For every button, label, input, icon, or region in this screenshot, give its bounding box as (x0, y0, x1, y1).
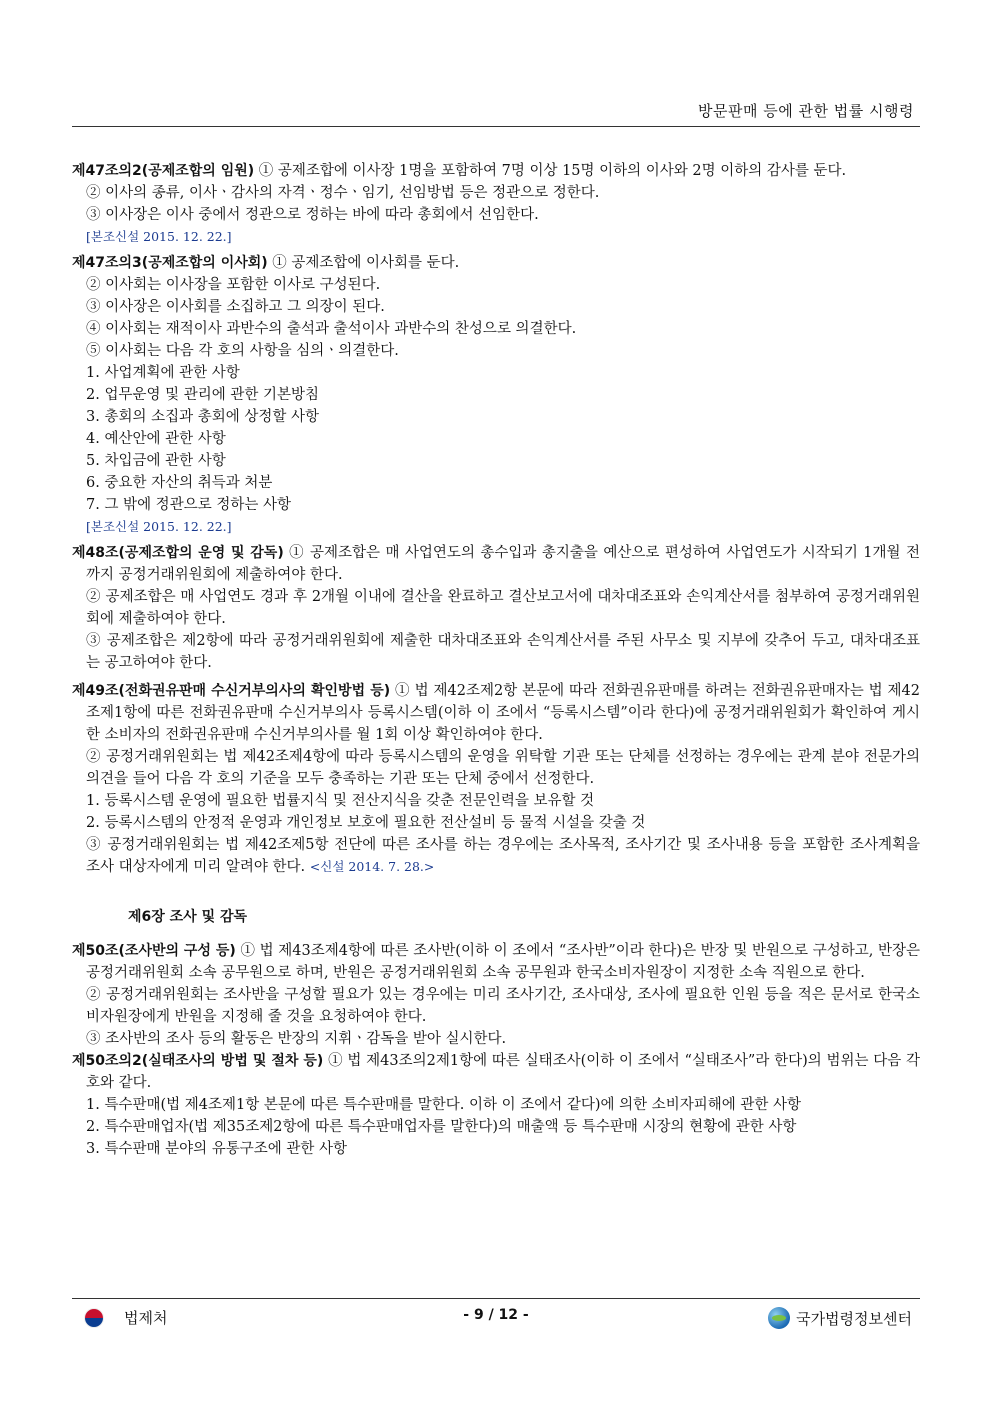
list-item: 1. 등록시스템 운영에 필요한 법률지식 및 전산지식을 갖춘 전문인력을 보유할 것 (86, 793, 595, 809)
paragraph: ④ 이사회는 재적이사 과반수의 출석과 출석이사 과반수의 찬성으로 의결한다. (86, 321, 577, 337)
article-49 (72, 680, 920, 878)
list-item: 7. 그 밖에 정관으로 정하는 사항 (86, 497, 291, 513)
list-item: 1. 사업계획에 관한 사항 (86, 365, 240, 381)
article-50 (72, 940, 920, 1050)
article-text: ① 법 제42조제2항 본문에 따라 전화권유판매를 하려는 전화권유판매자는 법 제42조제1항에 따른 전화권유판매 수신거부의사 등록시스템(이하 이 조에서 “등록시스템”이라 한다)에 공정거래위원회가 확인하여 게시한 소비자의 전화권유판매 수신거부의사를 월 1회 이상 확인하여야 한다. (86, 683, 920, 743)
amendment-tag: <신설 2014. 7. 28.> (309, 859, 435, 874)
paragraph: ② 공제조합은 매 사업연도 경과 후 2개월 이내에 결산을 완료하고 결산보고서에 대차대조표와 손익계산서를 첨부하여 공정거래위원회에 제출하여야 한다. (86, 589, 920, 627)
article-heading: 제50조의2(실태조사의 방법 및 절차 등) (72, 1053, 324, 1069)
paragraph: ③ 이사장은 이사 중에서 정관으로 정하는 바에 따라 총회에서 선임한다. (86, 207, 539, 223)
article-text: ① 공제조합에 이사장 1명을 포함하여 7명 이상 15명 이하의 이사와 2명 이하의 감사를 둔다. (254, 163, 847, 179)
list-item: 3. 총회의 소집과 총회에 상정할 사항 (86, 409, 319, 425)
article-47-3 (72, 252, 920, 538)
article-text: ① 공제조합에 이사회를 둔다. (267, 255, 460, 271)
paragraph: ③ 공제조합은 제2항에 따라 공정거래위원회에 제출한 대차대조표와 손익계산서를 주된 사무소 및 지부에 갖추어 두고, 대차대조표는 공고하여야 한다. (86, 633, 920, 671)
list-item: 2. 등록시스템의 안정적 운영과 개인정보 보호에 필요한 전산설비 등 물적 시설을 갖출 것 (86, 815, 646, 831)
paragraph: ⑤ 이사회는 다음 각 호의 사항을 심의ㆍ의결한다. (86, 343, 399, 359)
amendment-tag: [본조신설 2015. 12. 22.] (86, 229, 232, 244)
list-item: 4. 예산안에 관한 사항 (86, 431, 226, 447)
amendment-tag: [본조신설 2015. 12. 22.] (86, 519, 232, 534)
paragraph-text: ③ 공정거래위원회는 법 제42조제5항 전단에 따른 조사를 하는 경우에는 조사목적, 조사기간 및 조사내용 등을 포함한 조사계획을 조사 대상자에게 미리 알려야 한다. (86, 837, 920, 875)
globe-logo-icon (768, 1307, 790, 1329)
paragraph: ② 이사의 종류, 이사ㆍ감사의 자격ㆍ정수ㆍ임기, 선임방법 등은 정관으로 정한다. (86, 185, 600, 201)
paragraph: ② 공정거래위원회는 조사반을 구성할 필요가 있는 경우에는 미리 조사기간, 조사대상, 조사에 필요한 인원 등을 적은 문서로 한국소비자원장에게 반원을 지정해 줄 것을 요청하여야 한다. (86, 987, 920, 1025)
article-heading: 제47조의3(공제조합의 이사회) (72, 255, 268, 271)
article-47-2 (72, 160, 920, 248)
page-footer (72, 1298, 920, 1339)
article-heading: 제47조의2(공제조합의 임원) (72, 163, 255, 179)
list-item: 2. 업무운영 및 관리에 관한 기본방침 (86, 387, 319, 403)
list-item: 6. 중요한 자산의 취득과 처분 (86, 475, 273, 491)
article-text: ① 법 제43조의2제1항에 따른 실태조사(이하 이 조에서 “실태조사”라 한다)의 범위는 다음 각 호와 같다. (86, 1053, 920, 1091)
article-heading: 제48조(공제조합의 운영 및 감독) (72, 545, 284, 561)
article-48 (72, 542, 920, 674)
list-item: 3. 특수판매 분야의 유통구조에 관한 사항 (86, 1141, 347, 1157)
page-header (72, 96, 920, 127)
footer-right (768, 1307, 912, 1329)
list-item: 1. 특수판매(법 제4조제1항 본문에 따른 특수판매를 말한다. 이하 이 조에서 같다)에 의한 소비자피해에 관한 사항 (86, 1097, 802, 1113)
page-number: - 9 / 12 - (463, 1307, 529, 1323)
article-50-2 (72, 1050, 920, 1160)
document-body (72, 160, 920, 1160)
paragraph: ③ 이사장은 이사회를 소집하고 그 의장이 된다. (86, 299, 385, 315)
document-title: 방문판매 등에 관한 법률 시행령 (698, 102, 914, 120)
article-heading: 제49조(전화권유판매 수신거부의사의 확인방법 등) (72, 683, 391, 699)
paragraph: ② 공정거래위원회는 법 제42조제4항에 따라 등록시스템의 운영을 위탁할 기관 또는 단체를 선정하는 경우에는 관계 분야 전문가의 의견을 들어 다음 각 호의 기준을 모두 충족하는 기관 또는 단체 중에서 선정한다. (86, 749, 920, 787)
paragraph: ③ 조사반의 조사 등의 활동은 반장의 지휘ㆍ감독을 받아 실시한다. (86, 1031, 507, 1047)
list-item: 2. 특수판매업자(법 제35조제2항에 따른 특수판매업자를 말한다)의 매출액 등 특수판매 시장의 현황에 관한 사항 (86, 1119, 797, 1135)
article-heading: 제50조(조사반의 구성 등) (72, 943, 236, 959)
footer-org: 법제처 (124, 1309, 168, 1327)
article-text: ① 법 제43조제4항에 따른 조사반(이하 이 조에서 “조사반”이라 한다)은 반장 및 반원으로 구성하고, 반장은 공정거래위원회 소속 공무원으로 하며, 반원은 공정거래위원회 소속 공무원과 한국소비자원장이 지정한 소속 직원으로 한다. (86, 943, 920, 981)
paragraph: ② 이사회는 이사장을 포함한 이사로 구성된다. (86, 277, 381, 293)
chapter-heading: 제6장 조사 및 감독 (128, 909, 248, 925)
article-text: ① 공제조합은 매 사업연도의 총수입과 총지출을 예산으로 편성하여 사업연도가 시작되기 1개월 전까지 공정거래위원회에 제출하여야 한다. (86, 545, 920, 583)
footer-center-name: 국가법령정보센터 (796, 1309, 912, 1328)
paragraph (72, 834, 920, 878)
list-item: 5. 차입금에 관한 사항 (86, 453, 226, 469)
